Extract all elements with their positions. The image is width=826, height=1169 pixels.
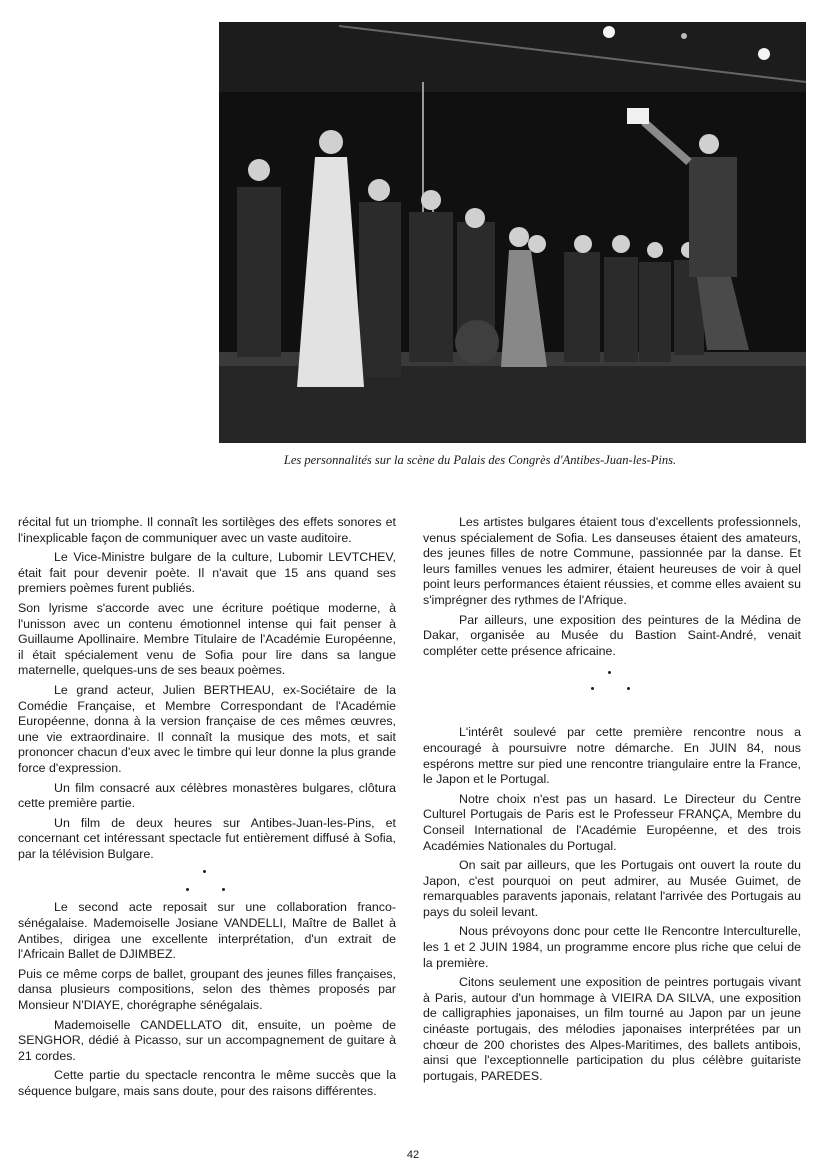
right-column-part-a bbox=[423, 515, 801, 659]
paragraph: Par ailleurs, une exposition des peintures de la Médina de Dakar, organisée au Musée du Bastion Saint-André, venait compléter cette présence africaine. bbox=[423, 612, 801, 658]
paragraph: Cette partie du spectacle rencontra le même succès que la séquence bulgare, mais sans doute, pour des raisons différentes. bbox=[18, 1068, 396, 1098]
section-separator bbox=[423, 663, 801, 725]
paragraph: Nous prévoyons donc pour cette IIe Rencontre Interculturelle, les 1 et 2 JUIN 1984, un programme encore plus riche que celui de la première. bbox=[423, 924, 801, 970]
paragraph: Le grand acteur, Julien BERTHEAU, ex-Sociétaire de la Comédie Française, et Membre Correspondant de l'Académie Européenne, donna à la version française de ces mêmes œuvres, une vie extraordinaire. Il connaît la musique des mots, et sait prononcer chacun d'eux avec le timbre qui leur donne la plus grande force d'expression. bbox=[18, 682, 396, 775]
paragraph: Son lyrisme s'accorde avec une écriture poétique moderne, à l'unisson avec un contenu émotionnel intense qui fait penser à Guillaume Apollinaire. Membre Titulaire de l'Académie Européenne, il était spécialement venu de Sofia pour lire dans sa langue maternelle, quelques-uns de ses beaux poèmes. bbox=[18, 600, 396, 678]
photo-caption: Les personnalités sur la scène du Palais des Congrès d'Antibes-Juan-les-Pins. bbox=[283, 453, 677, 467]
left-column-part-a bbox=[18, 515, 396, 862]
paragraph: Mademoiselle CANDELLATO dit, ensuite, un poème de SENGHOR, dédié à Picasso, sur un accompagnement de guitare à 21 cordes. bbox=[18, 1017, 396, 1063]
paragraph: Les artistes bulgares étaient tous d'excellents professionnels, venus spécialement de Sofia. Les danseuses étaient des amateurs, des jeunes filles de notre Commune, passionnée par la danse. Et leurs familles venues les admirer, étaient heureuses de voir à quel point leurs performances étaient réussies, et comme elles avaient su s'imprégner des rythmes de l'Afrique. bbox=[423, 515, 801, 607]
stage-photo bbox=[219, 22, 806, 443]
stage-photo-illustration bbox=[219, 22, 806, 443]
paragraph: L'intérêt soulevé par cette première rencontre nous a encouragé à poursuivre notre démarche. En JUIN 84, nous espérons mettre sur pied une rencontre triangulaire entre la France, le Japon et le Portugal. bbox=[423, 725, 801, 787]
separator-dot bbox=[203, 870, 206, 873]
paragraph: Le Vice-Ministre bulgare de la culture, Lubomir LEVTCHEV, était fait pour devenir poète. Il n'avait que 15 ans quand ses premiers poèmes furent publiés. bbox=[18, 550, 396, 596]
left-column bbox=[18, 515, 396, 1104]
paragraph: Puis ce même corps de ballet, groupant des jeunes filles françaises, dansa plusieurs compositions, selon des thèmes proposés par Monsieur N'DIAYE, chorégraphe sénégalais. bbox=[18, 966, 396, 1013]
right-column bbox=[423, 515, 801, 1088]
separator-dot bbox=[591, 687, 594, 690]
paragraph: récital fut un triomphe. Il connaît les sortilèges des effets sonores et l'inexplicable façon de communiquer avec un vaste auditoire. bbox=[18, 515, 396, 545]
paragraph: Un film consacré aux célèbres monastères bulgares, clôtura cette première partie. bbox=[18, 780, 396, 811]
paragraph: On sait par ailleurs, que les Portugais ont ouvert la route du Japon, c'est pourquoi on peut admirer, au Musée Guimet, de remarquables paravents japonais, relatant l'arrivée des Portugais au pays du soleil levant. bbox=[423, 858, 801, 919]
paragraph: Un film de deux heures sur Antibes-Juan-les-Pins, et concernant cet intéressant spectacle fut entièrement diffusé à Sofia, par la télévision Bulgare. bbox=[18, 815, 396, 861]
separator-dot bbox=[186, 888, 189, 891]
paragraph: Le second acte reposait sur une collaboration franco-sénégalaise. Mademoiselle Josiane VANDELLI, Maître de Ballet à Antibes, dirigea une excellente interprétation, d'un extrait de l'Africain Ballet de DJIMBEZ. bbox=[18, 900, 396, 962]
right-column-part-b bbox=[423, 725, 801, 1084]
paragraph: Notre choix n'est pas un hasard. Le Directeur du Centre Culturel Portugais de Paris est le Professeur FRANÇA, Membre du Conseil International de l'Académie Européenne, et des trois Académies Nationales du Portugal. bbox=[423, 791, 801, 853]
page-number: 42 bbox=[406, 1149, 420, 1161]
left-column-part-b bbox=[18, 900, 396, 1099]
separator-dot bbox=[222, 888, 225, 891]
separator-dot bbox=[608, 671, 611, 674]
paragraph: Citons seulement une exposition de peintres portugais vivant à Paris, autour d'un hommage à VIEIRA DA SILVA, une exposition de calligraphies japonaises, un film tourné au Japon par un jeune cinéaste portugais, des mélodies japonaises interprétées par un chœur de 200 choristes des Alpes-Maritimes, des ballets antibois, ainsi que l'exceptionnelle participation du plus célèbre guitariste portugais, PAREDES. bbox=[423, 975, 801, 1083]
section-separator bbox=[18, 866, 396, 900]
separator-dot bbox=[627, 687, 630, 690]
